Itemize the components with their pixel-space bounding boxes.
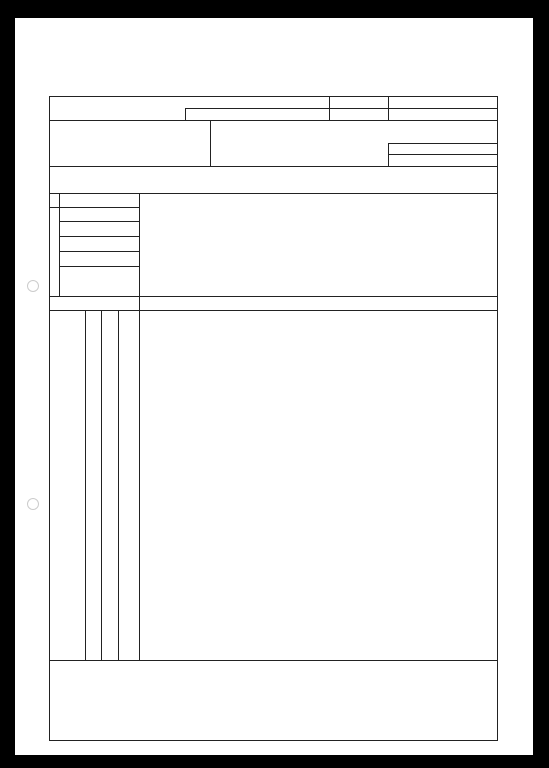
recording-grid[interactable] [139,193,498,660]
punch-hole [27,280,39,292]
anesthesia-record-sheet [15,18,533,755]
punch-hole [27,498,39,510]
